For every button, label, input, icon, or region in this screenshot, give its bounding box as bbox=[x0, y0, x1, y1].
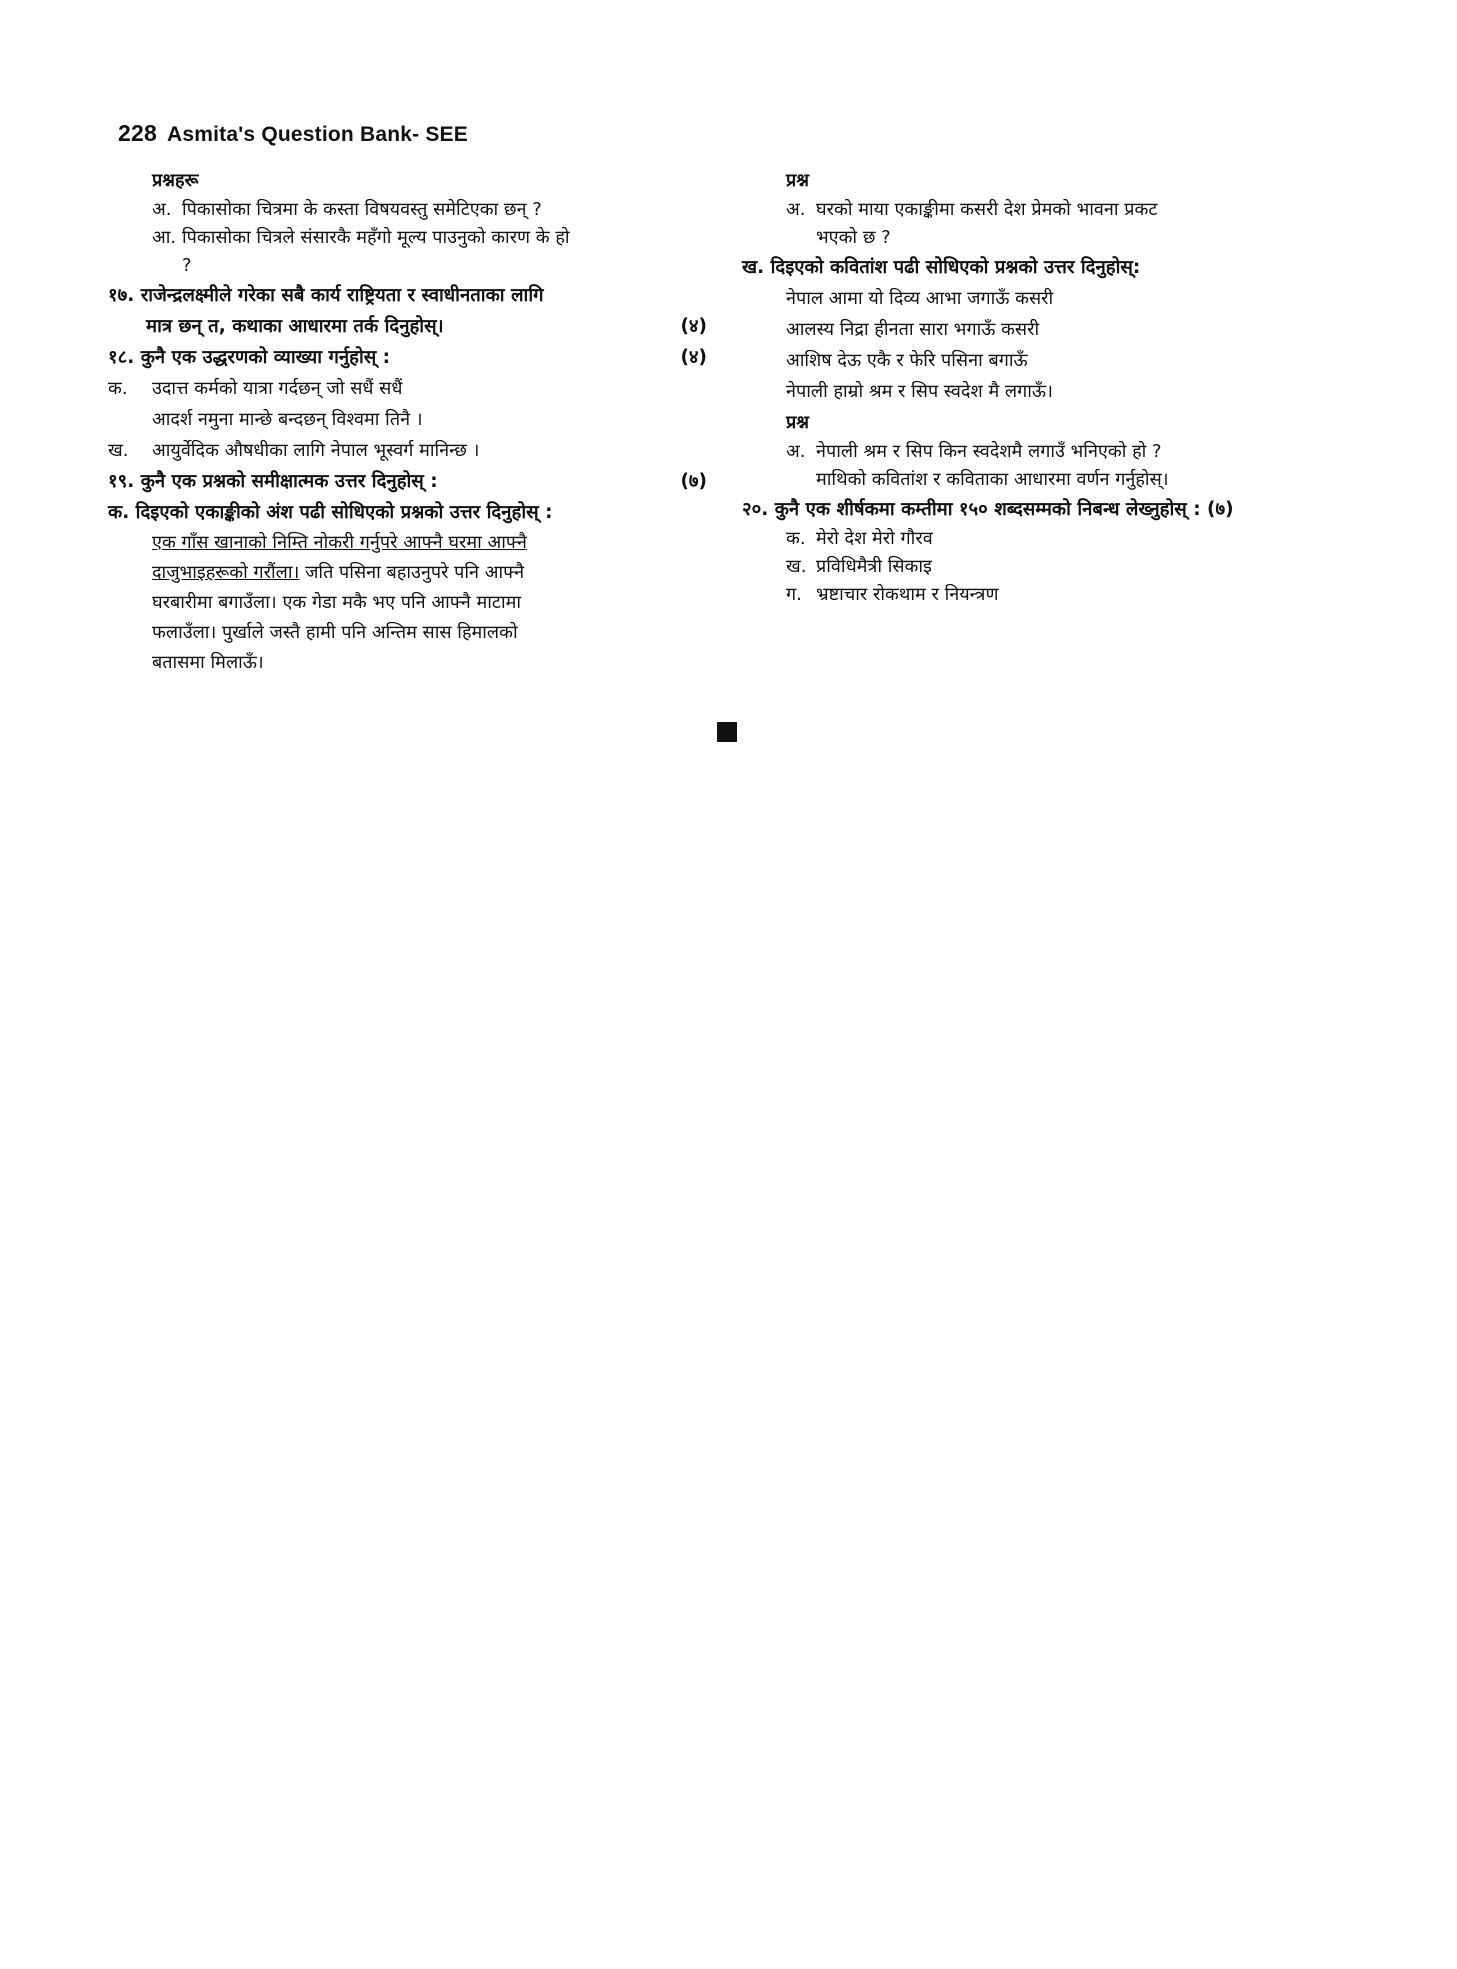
right-question-b-cont: माथिको कवितांश र कविताका आधारमा वर्णन गर्नुहोस्। bbox=[816, 469, 1169, 490]
question-19-ka: क. दिइएको एकाङ्कीको अंश पढी सोधिएको प्रश्नको उत्तर दिनुहोस् : bbox=[108, 502, 553, 523]
q18-option-kha: ख. आयुर्वेदिक औषधीका लागि नेपाल भूस्वर्ग मानिन्छ । bbox=[108, 440, 480, 461]
question-item-a: अ. पिकासोका चित्रमा के कस्ता विषयवस्तु समेटिएका छन् ? bbox=[152, 199, 542, 220]
right-question-b: अ. नेपाली श्रम र सिप किन स्वदेशमै लगाउँ भनिएको हो ? bbox=[786, 441, 1162, 462]
extract-paragraph: एक गाँस खानाको निम्ति नोकरी गर्नुपरे आफ्नै घरमा आफ्नै दाजुभाइहरूको गरौंला। जति पसिना बहाउनुपरे पनि आफ्नै घरबारीमा बगाउँला। एक गेडा मकै भए पनि आफ्नै माटामा फलाउँला। पुर्खाले जस्तै हामी पनि अन्तिम सास हिमालको बतासमा मिलाऊँ। bbox=[152, 532, 527, 673]
marks-19: (७) bbox=[680, 471, 707, 492]
marks-17: (४) bbox=[680, 316, 707, 337]
question-kha: ख. दिइएको कवितांश पढी सोधिएको प्रश्नको उत्तर दिनुहोस्: bbox=[742, 257, 1141, 278]
underlined-text-1: एक गाँस खानाको निम्ति नोकरी गर्नुपरे आफ्नै घरमा आफ्नै bbox=[152, 532, 527, 553]
question-heading-1: प्रश्न bbox=[786, 170, 809, 191]
left-column bbox=[108, 165, 713, 678]
end-of-section-square-icon bbox=[717, 722, 737, 742]
question-17: १७. राजेन्द्रलक्ष्मीले गरेका सबै कार्य राष्ट्रियता र स्वाधीनताका लागि bbox=[108, 285, 544, 306]
essay-topic-ka: क. मेरो देश मेरो गौरव bbox=[786, 528, 933, 549]
question-item-aa-mark: ? bbox=[182, 255, 192, 276]
right-column bbox=[742, 165, 1342, 609]
poem-line-1: नेपाल आमा यो दिव्य आभा जगाऊँ कसरी bbox=[786, 288, 1054, 309]
poem-line-4: नेपाली हाम्रो श्रम र सिप स्वदेश मै लगाऊँ। bbox=[786, 381, 1053, 402]
underlined-text-2: दाजुभाइहरूको गरौंला। bbox=[152, 562, 300, 583]
q18-option-ka: क. उदात्त कर्मको यात्रा गर्दछन् जो सधैं सधैं bbox=[108, 378, 403, 399]
question-20: २०. कुनै एक शीर्षकमा कम्तीमा १५० शब्दसम्मको निबन्ध लेख्नुहोस् : (७) bbox=[742, 499, 1234, 520]
right-question-a-cont: भएको छ ? bbox=[816, 227, 891, 248]
q18-option-ka-cont: आदर्श नमुना मान्छे बन्दछन् विश्वमा तिनै । bbox=[152, 409, 423, 430]
question-heading-2: प्रश्न bbox=[786, 412, 809, 433]
question-19: १९. कुनै एक प्रश्नको समीक्षात्मक उत्तर दिनुहोस् : (७) bbox=[108, 466, 713, 497]
questions-heading: प्रश्नहरू bbox=[152, 170, 199, 191]
book-title: Asmita's Question Bank- SEE bbox=[166, 123, 468, 146]
essay-topic-ga: ग. भ्रष्टाचार रोकथाम र नियन्त्रण bbox=[786, 584, 999, 605]
page-header bbox=[118, 120, 468, 147]
page-number: 228 bbox=[118, 120, 157, 146]
question-17-cont: मात्र छन् त, कथाका आधारमा तर्क दिनुहोस्। (४) bbox=[108, 311, 713, 342]
poem-line-2: आलस्य निद्रा हीनता सारा भगाऊँ कसरी bbox=[786, 319, 1040, 340]
essay-topic-kha: ख. प्रविधिमैत्री सिकाइ bbox=[786, 556, 932, 577]
marks-18: (४) bbox=[680, 347, 707, 368]
question-item-aa: आ. पिकासोका चित्रले संसारकै महँगो मूल्य पाउनुको कारण के हो bbox=[152, 227, 570, 248]
poem-line-3: आशिष देऊ एकै र फेरि पसिना बगाऊँ bbox=[786, 350, 1028, 371]
right-question-a: अ. घरको माया एकाङ्कीमा कसरी देश प्रेमको भावना प्रकट bbox=[786, 199, 1158, 220]
question-18: १८. कुनै एक उद्धरणको व्याख्या गर्नुहोस् : (४) bbox=[108, 342, 713, 373]
